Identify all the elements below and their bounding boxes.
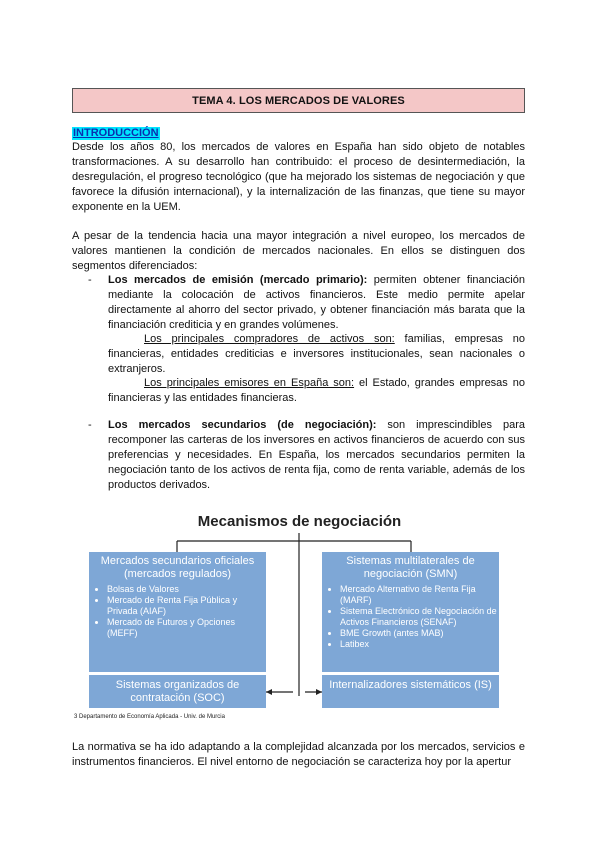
bullet-dash: -: [88, 419, 92, 431]
diagram-title: Mecanismos de negociación: [197, 513, 402, 530]
box-list: [89, 584, 266, 639]
diagram-mecanismos: [72, 508, 527, 723]
page-title: TEMA 4. LOS MERCADOS DE VALORES: [72, 88, 525, 113]
sub-label-issuers: Los principales emisores en España son:: [144, 377, 355, 389]
diagram-source: 3 Departamento de Economía Aplicada - Univ. de Murcia: [74, 714, 225, 720]
box-heading: Sistemas multilaterales de negociación (SMN): [346, 555, 475, 580]
bullet-secondary-market: [88, 418, 525, 493]
intro-paragraph-1: Desde los años 80, los mercados de valores en España han sido objeto de notables transformaciones. A su desarrollo han contribuido: el proceso de desintermediación, la desregulación, el progreso tecnológico (que ha mejorado los sistemas de negociación y que favorece la difusión internacional), y la internalización de las finanzas, que tiene su mayor exponente en la UEM.: [72, 141, 525, 213]
box-sistemas-multilaterales: [322, 552, 499, 672]
bullet-text: [108, 273, 525, 333]
list-item: • Mercado de Renta Fija Pública y Privada (AIAF): [107, 595, 266, 617]
closing-paragraph: La normativa se ha ido adaptando a la complejidad alcanzada por los mercados, servicios e instrumentos financieros. El nivel entorno de negociación se caracteriza hoy por la apertur: [72, 741, 525, 768]
intro-paragraph-2: A pesar de la tendencia hacia una mayor integración a nivel europeo, los mercados de valores mantienen la condición de mercados nacionales. En ellos se distinguen dos segmentos diferenciados:: [72, 230, 525, 272]
section-heading-introduccion: INTRODUCCIÓN: [73, 127, 159, 139]
sub-text-issuers: el Estado, grandes empresas no financieras y las entidades financieras.: [108, 377, 525, 404]
sub-issuers: [108, 376, 525, 406]
sub-buyers: [108, 332, 525, 377]
list-item: • BME Growth (antes MAB): [340, 628, 499, 639]
bullet-dash: -: [88, 274, 92, 286]
bullet-body: permiten obtener financiación mediante la colocación de activos financieros. Este medio permite apelar directamente al ahorro del sector privado, y obtener financiación más barata que la financiación crediticia y en grandes volúmenes.: [108, 274, 525, 331]
sub-label-buyers: Los principales compradores de activos son:: [144, 333, 395, 345]
box-list: [322, 584, 499, 650]
box-heading: Sistemas organizados de contratación (SOC): [115, 679, 240, 704]
box-mercados-secundarios-oficiales: [89, 552, 266, 672]
bullet-text: [108, 418, 525, 493]
bullet-bold-term: Los mercados secundarios (de negociación):: [108, 419, 377, 431]
bullet-bold-term: Los mercados de emisión (mercado primario):: [108, 274, 368, 286]
list-item: • Bolsas de Valores: [107, 584, 266, 595]
list-item: • Latibex: [340, 639, 499, 650]
list-item: • Mercado Alternativo de Renta Fija (MARF): [340, 584, 499, 606]
box-internalizadores: [322, 675, 499, 708]
list-item: • Sistema Electrónico de Negociación de Activos Financieros (SENAF): [340, 606, 499, 628]
list-item: • Mercado de Futuros y Opciones (MEFF): [107, 617, 266, 639]
arrowhead-left: [266, 689, 272, 695]
bullet-body: son imprescindibles para recomponer las carteras de los inversores en activos financieros de acuerdo con sus preferencias y necesidades. En España, los mercados secundarios permiten la negociación tanto de los activos de renta fija, como de renta variable, además de los productos derivados.: [108, 419, 525, 491]
box-heading: Internalizadores sistemáticos (IS): [329, 679, 492, 691]
box-sistemas-organizados: [89, 675, 266, 708]
bullet-primary-market: [88, 273, 525, 333]
sub-text-buyers: familias, empresas no financieras, entidades crediticias e inversores institucionales, sean nacionales o extranjeros.: [108, 333, 526, 375]
box-heading: Mercados secundarios oficiales (mercados regulados): [100, 555, 255, 580]
